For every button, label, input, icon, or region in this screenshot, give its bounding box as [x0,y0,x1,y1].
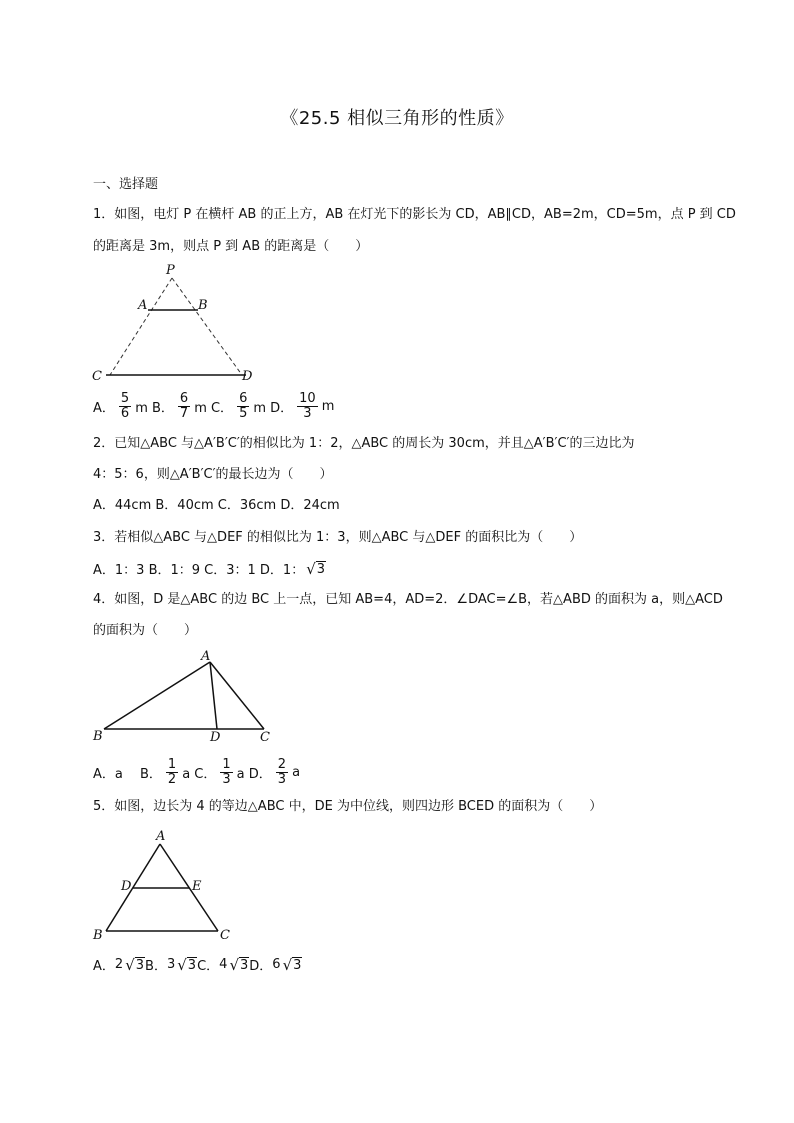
sqrt-sign-icon: √ [282,955,293,974]
q5-option-c-label: C． [197,959,220,974]
q4-d-numerator: 2 [277,757,287,772]
q1-option-c-label: m C． [194,401,234,416]
section-heading: 一、选择题 [93,177,159,192]
q3-options-text: A．1：3 B．1：9 C．3：1 D．1： [93,563,305,578]
q4-b-numerator: 1 [167,757,177,772]
q5-option-c-sqrt [229,957,249,973]
sqrt-sign-icon: √ [229,955,239,974]
q1-options [93,392,334,421]
q5-option-a-sqrt [125,957,145,973]
q1-text-line2: 的距离是 3m，则点 P 到 AB 的距离是（ ） [93,239,369,254]
q5-option-b-sqrt [177,957,197,973]
q2-options: A．44cm B．40cm C．36cm D．24cm [93,498,340,513]
q4-segment-ac [210,662,264,729]
q4-options [93,758,300,787]
q5-label-b: B [93,928,103,943]
q3-text-line1: 3．若相似△ABC 与△DEF 的相似比为 1：3，则△ABC 与△DEF 的面积比为（ ） [93,530,583,545]
q4-d-denominator: 3 [277,772,287,787]
q4-triangle-diagram [88,648,283,746]
q1-line-pc [110,278,172,375]
q5-b-radicand: 3 [187,957,197,973]
q5-option-b-label: B． [145,959,167,974]
q5-option-d-sqrt [283,957,303,973]
q1-label-a: A [138,298,148,313]
q4-option-a-label: A．a B． [93,767,162,782]
q4-c-denominator: 3 [222,772,231,787]
q1-a-numerator: 5 [120,391,130,406]
q1-label-b: B [198,298,208,313]
sqrt-sign-icon: √ [306,559,316,578]
q1-b-numerator: 6 [179,391,189,406]
q1-label-c: C [92,369,102,384]
q5-a-radicand: 3 [135,957,145,973]
q1-d-numerator: 10 [299,391,316,406]
q5-option-d-label: D． [249,959,273,974]
q5-label-a: A [156,829,166,844]
q5-option-b-coef: 3 [166,957,176,972]
sqrt-sign-icon: √ [125,955,135,974]
q1-line-pd [172,278,242,375]
q1-option-b-fraction [178,392,190,421]
q5-option-a-label: A． [93,959,115,974]
q1-d-denominator: 3 [303,406,312,421]
q4-label-c: C [260,730,270,745]
q4-option-d-unit: a [292,765,301,780]
q5-triangle-diagram [88,822,238,944]
q1-label-d: D [242,369,253,384]
q3-sqrt-radicand: 3 [316,561,326,577]
q4-option-c-fraction [220,758,232,787]
q1-lamp-diagram [88,258,263,388]
q4-segment-ad [210,662,217,729]
q1-label-p: P [166,263,175,278]
q4-label-d: D [210,730,221,745]
q2-text-line1: 2．已知△ABC 与△A′B′C′的相似比为 1：2，△ABC 的周长为 30cm，并且△A′B′C′的三边比为 [93,436,635,451]
q4-option-d-label: a D． [236,767,272,782]
q1-option-d-label: m D． [253,401,294,416]
q1-b-denominator: 7 [179,406,189,421]
q5-option-c-coef: 4 [219,957,228,972]
q1-option-d-fraction [297,392,318,421]
q4-option-b-fraction [166,758,178,787]
q1-option-d-unit: m [321,399,335,414]
q5-option-d-coef: 6 [272,957,281,972]
q3-option-d-sqrt [306,561,326,577]
q4-b-denominator: 2 [167,772,177,787]
q1-c-numerator: 6 [239,391,248,406]
q5-label-c: C [220,928,230,943]
q4-label-b: B [93,729,103,744]
q5-option-a-coef: 2 [114,957,124,972]
q1-option-a-fraction [119,392,131,421]
q5-label-e: E [192,879,202,894]
q4-label-a: A [201,649,211,664]
q4-segment-ab [104,662,210,729]
q3-options [93,559,326,578]
q1-text-line1: 1．如图，电灯 P 在横杆 AB 的正上方，AB 在灯光下的影长为 CD，AB∥CD，AB=2m，CD=5m，点 P 到 CD [93,207,736,222]
q1-c-denominator: 5 [239,406,248,421]
q4-text-line1: 4．如图，D 是△ABC 的边 BC 上一点，已知 AB=4，AD=2．∠DAC=∠B，若△ABD 的面积为 a，则△ACD [93,592,723,607]
q1-option-c-fraction [237,392,249,421]
q1-option-b-label: m B． [135,401,174,416]
q4-option-d-fraction [276,758,288,787]
q1-a-denominator: 6 [120,406,130,421]
sqrt-sign-icon: √ [177,955,187,974]
page-title: 《25.5 相似三角形的性质》 [280,108,514,129]
q2-text-line2: 4：5：6，则△A′B′C′的最长边为（ ） [93,467,333,482]
q5-text-line1: 5．如图，边长为 4 的等边△ABC 中，DE 为中位线，则四边形 BCED 的面积为（ ） [93,799,603,814]
q5-label-d: D [121,879,132,894]
q1-option-a-label: A． [93,401,115,416]
q5-d-radicand: 3 [293,957,302,973]
q5-options [93,955,302,974]
q5-c-radicand: 3 [240,957,249,973]
q4-text-line2: 的面积为（ ） [93,623,198,638]
q4-option-c-label: a C． [182,767,217,782]
q4-c-numerator: 1 [222,757,231,772]
